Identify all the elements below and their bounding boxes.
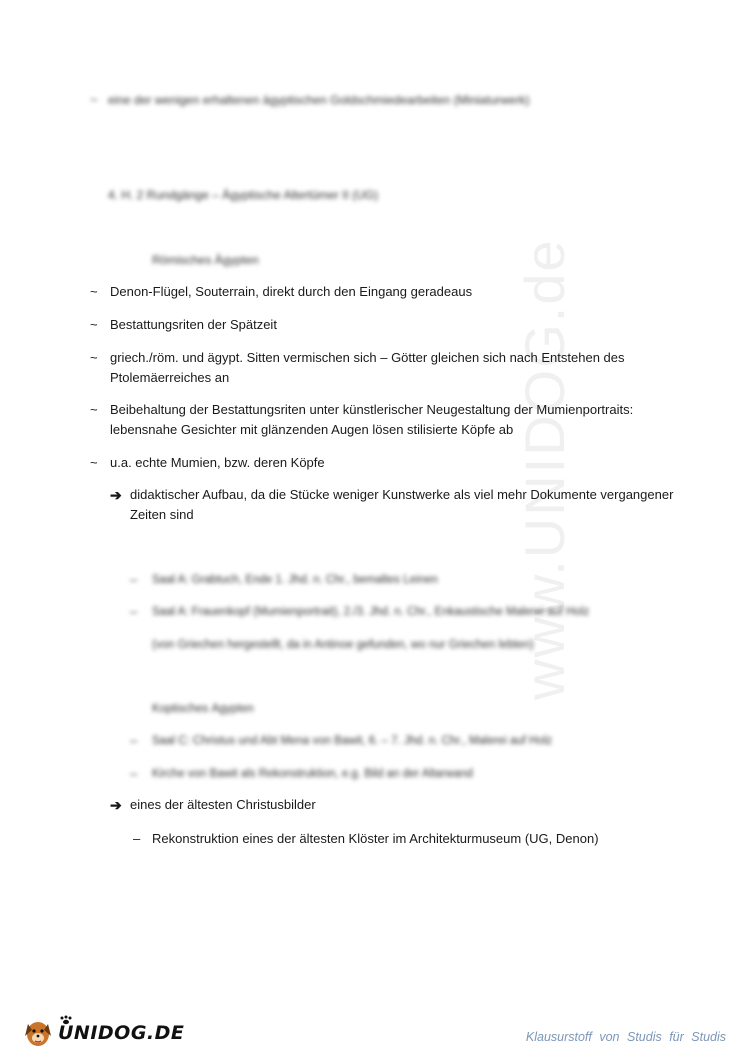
- dash-text: Rekonstruktion eines der ältesten Klöster im Architekturmuseum (UG, Denon): [152, 831, 599, 846]
- bullet-dash: –: [130, 766, 138, 781]
- bullet-text: Bestattungsriten der Spätzeit: [110, 317, 277, 332]
- blurred-item: Saal C: Christus und Abt Mena von Bawit, 6. – 7. Jhd. n. Chr., Malerei auf Holz: [152, 735, 553, 747]
- bullet-tilde: ~: [90, 317, 98, 332]
- blurred-bullet-text: eine der wenigen erhaltenen ägyptischen Goldschmiedearbeiten (Miniaturwerk): [108, 93, 530, 107]
- section-heading: 4. H. 2 Rundgänge – Ägyptische Altertümer II (UG): [108, 188, 379, 202]
- arrow-icon: ➔: [110, 797, 122, 813]
- bullet-tilde: ~: [90, 350, 98, 365]
- bullet-tilde: ~: [90, 284, 98, 299]
- blurred-item: Kirche von Bawit als Rekonstruktion, e.g. Bild an der Altarwand: [152, 768, 473, 780]
- subsection-heading: Römisches Ägypten: [152, 253, 259, 267]
- bullet-tilde: ~: [90, 455, 98, 470]
- blurred-note: (von Griechen hergestellt, da in Antinoe gefunden, wo nur Griechen lebten): [152, 639, 534, 651]
- footer-brand: UNIDOG.DE: [58, 1022, 185, 1044]
- arrow-text: eines der ältesten Christusbilder: [130, 797, 316, 812]
- bullet-text-continued: lebensnahe Gesichter mit glänzenden Augen lösen stilisierte Köpfe ab: [110, 422, 514, 437]
- bullet-dash: –: [130, 604, 138, 619]
- bullet-text: u.a. echte Mumien, bzw. deren Köpfe: [110, 455, 325, 470]
- blurred-item: Saal A: Frauenkopf (Mumienportrait), 2./3. Jhd. n. Chr., Enkaustische Malerei auf Holz: [152, 606, 590, 618]
- arrow-icon: ➔: [110, 487, 122, 503]
- arrow-text: didaktischer Aufbau, da die Stücke weniger Kunstwerke als viel mehr Dokumente vergangener: [130, 487, 674, 502]
- blurred-subheading: Koptisches Ägypten: [152, 703, 254, 715]
- blurred-item: Saal A: Grabtuch, Ende 1. Jhd. n. Chr., bemaltes Leinen: [152, 574, 438, 586]
- bullet-text: Beibehaltung der Bestattungsriten unter künstlerischer Neugestaltung der Mumienportraits:: [110, 402, 634, 417]
- bullet-text: griech./röm. und ägypt. Sitten vermischen sich – Götter gleichen sich nach Entstehen des: [110, 350, 625, 365]
- bullet-text-continued: Ptolemäerreiches an: [110, 370, 230, 385]
- bullet-dash: –: [130, 572, 138, 587]
- footer-tagline: Klausurstoff von Studis für Studis: [525, 1030, 726, 1044]
- bullet-tilde: ~: [90, 92, 98, 107]
- bullet-dash: –: [133, 831, 141, 846]
- arrow-text-continued: Zeiten sind: [130, 507, 194, 522]
- watermark: www.UNIDOG.de: [513, 238, 576, 700]
- bullet-tilde: ~: [90, 402, 98, 417]
- bullet-text: Denon-Flügel, Souterrain, direkt durch den Eingang geradeaus: [110, 284, 473, 299]
- bullet-dash: –: [130, 733, 138, 748]
